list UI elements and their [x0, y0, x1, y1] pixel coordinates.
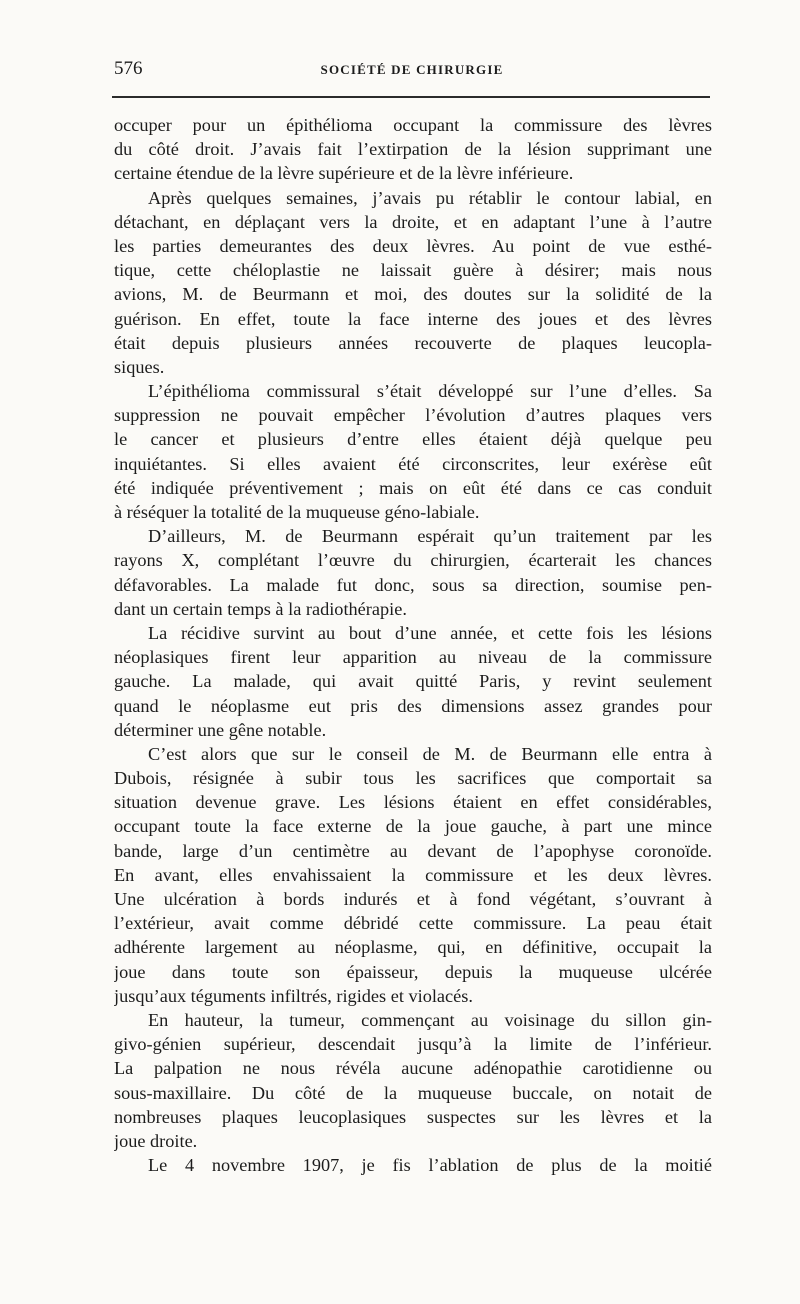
text-line: Dubois, résignée à subir tous les sacrifices que comportait sa [114, 768, 712, 789]
text-line: occupant toute la face externe de la joue gauche, à part une mince [114, 816, 712, 837]
header-rule [112, 96, 710, 98]
text-line: L’épithélioma commissural s’était développé sur l’une d’elles. Sa [148, 381, 712, 402]
text-line: néoplasiques firent leur apparition au niveau de la commissure [114, 647, 712, 668]
text-line: En avant, elles envahissaient la commissure et les deux lèvres. [114, 864, 712, 885]
text-line: adhérente largement au néoplasme, qui, en définitive, occupait la [114, 937, 712, 958]
text-line: l’extérieur, avait comme débridé cette commissure. La peau était [114, 913, 712, 934]
page-header [114, 58, 710, 88]
text-line: joue dans toute son épaisseur, depuis la muqueuse ulcérée [114, 961, 712, 982]
text-line: Après quelques semaines, j’avais pu rétablir le contour labial, en [148, 187, 712, 208]
text-line: nombreuses plaques leucoplasiques suspectes sur les lèvres et la [114, 1106, 712, 1127]
text-line: suppression ne pouvait empêcher l’évolution d’autres plaques vers [114, 405, 712, 426]
text-line: occuper pour un épithélioma occupant la commissure des lèvres [114, 115, 712, 135]
text-line: rayons X, complétant l’œuvre du chirurgien, écarterait les chances [114, 550, 712, 571]
text-line: détachant, en déplaçant vers la droite, et en adaptant l’une à l’autre [114, 211, 712, 232]
text-line: Une ulcération à bords indurés et à fond végétant, s’ouvrant à [114, 889, 712, 909]
text-line: certaine étendue de la lèvre supérieure et de la lèvre inférieure. [114, 163, 574, 184]
text-line: C’est alors que sur le conseil de M. de Beurmann elle entra à [148, 743, 712, 764]
text-line: La palpation ne nous révéla aucune adénopathie carotidienne ou [114, 1058, 712, 1079]
text-line: guérison. En effet, toute la face interne des joues et des lèvres [114, 308, 712, 329]
text-line: joue droite. [114, 1130, 198, 1151]
text-line: La récidive survint au bout d’une année, et cette fois les lésions [148, 622, 712, 643]
text-line: siques. [114, 356, 165, 377]
page-number: 576 [114, 58, 143, 79]
text-line: sous-maxillaire. Du côté de la muqueuse buccale, on notait de [114, 1082, 712, 1103]
text-line: jusqu’aux téguments infiltrés, rigides et violacés. [114, 985, 473, 1006]
text-line: déterminer une gêne notable. [114, 719, 327, 740]
text-line: défavorables. La malade fut donc, sous sa direction, soumise pen- [114, 574, 712, 595]
text-line: inquiétantes. Si elles avaient été circonscrites, leur exérèse eût [114, 453, 712, 474]
text-line: quand le néoplasme eut pris des dimensions assez grandes pour [114, 695, 712, 716]
text-line: le cancer et plusieurs d’entre elles étaient déjà quelque peu [114, 429, 712, 450]
text-line: avions, M. de Beurmann et moi, des doutes sur la solidité de la [114, 284, 712, 305]
body-text [114, 113, 712, 1177]
text-line: était depuis plusieurs années recouverte de plaques leucopla- [114, 332, 712, 353]
text-line: D’ailleurs, M. de Beurmann espérait qu’un traitement par les [148, 526, 712, 547]
text-line: gauche. La malade, qui avait quitté Paris, y revint seulement [114, 671, 712, 692]
text-line: les parties demeurantes des deux lèvres. Au point de vue esthé- [114, 235, 712, 256]
text-line: bande, large d’un centimètre au devant de l’apophyse coronoïde. [114, 840, 712, 861]
text-line: à réséquer la totalité de la muqueuse géno-labiale. [114, 502, 480, 522]
text-line: du côté droit. J’avais fait l’extirpation de la lésion supprimant une [114, 139, 712, 160]
text-line: situation devenue grave. Les lésions étaient en effet considérables, [114, 792, 712, 813]
text-line: été indiquée préventivement ; mais on eût été dans ce cas conduit [114, 477, 712, 498]
text-line: tique, cette chéloplastie ne laissait guère à désirer; mais nous [114, 260, 712, 281]
text-line: Le 4 novembre 1907, je fis l’ablation de plus de la moitié [148, 1155, 712, 1176]
text-line: dant un certain temps à la radiothérapie. [114, 598, 407, 619]
text-line: givo-génien supérieur, descendait jusqu’à la limite de l’inférieur. [114, 1034, 712, 1055]
text-line: En hauteur, la tumeur, commençant au voisinage du sillon gin- [148, 1009, 712, 1030]
running-head: SOCIÉTÉ DE CHIRURGIE [320, 62, 504, 77]
